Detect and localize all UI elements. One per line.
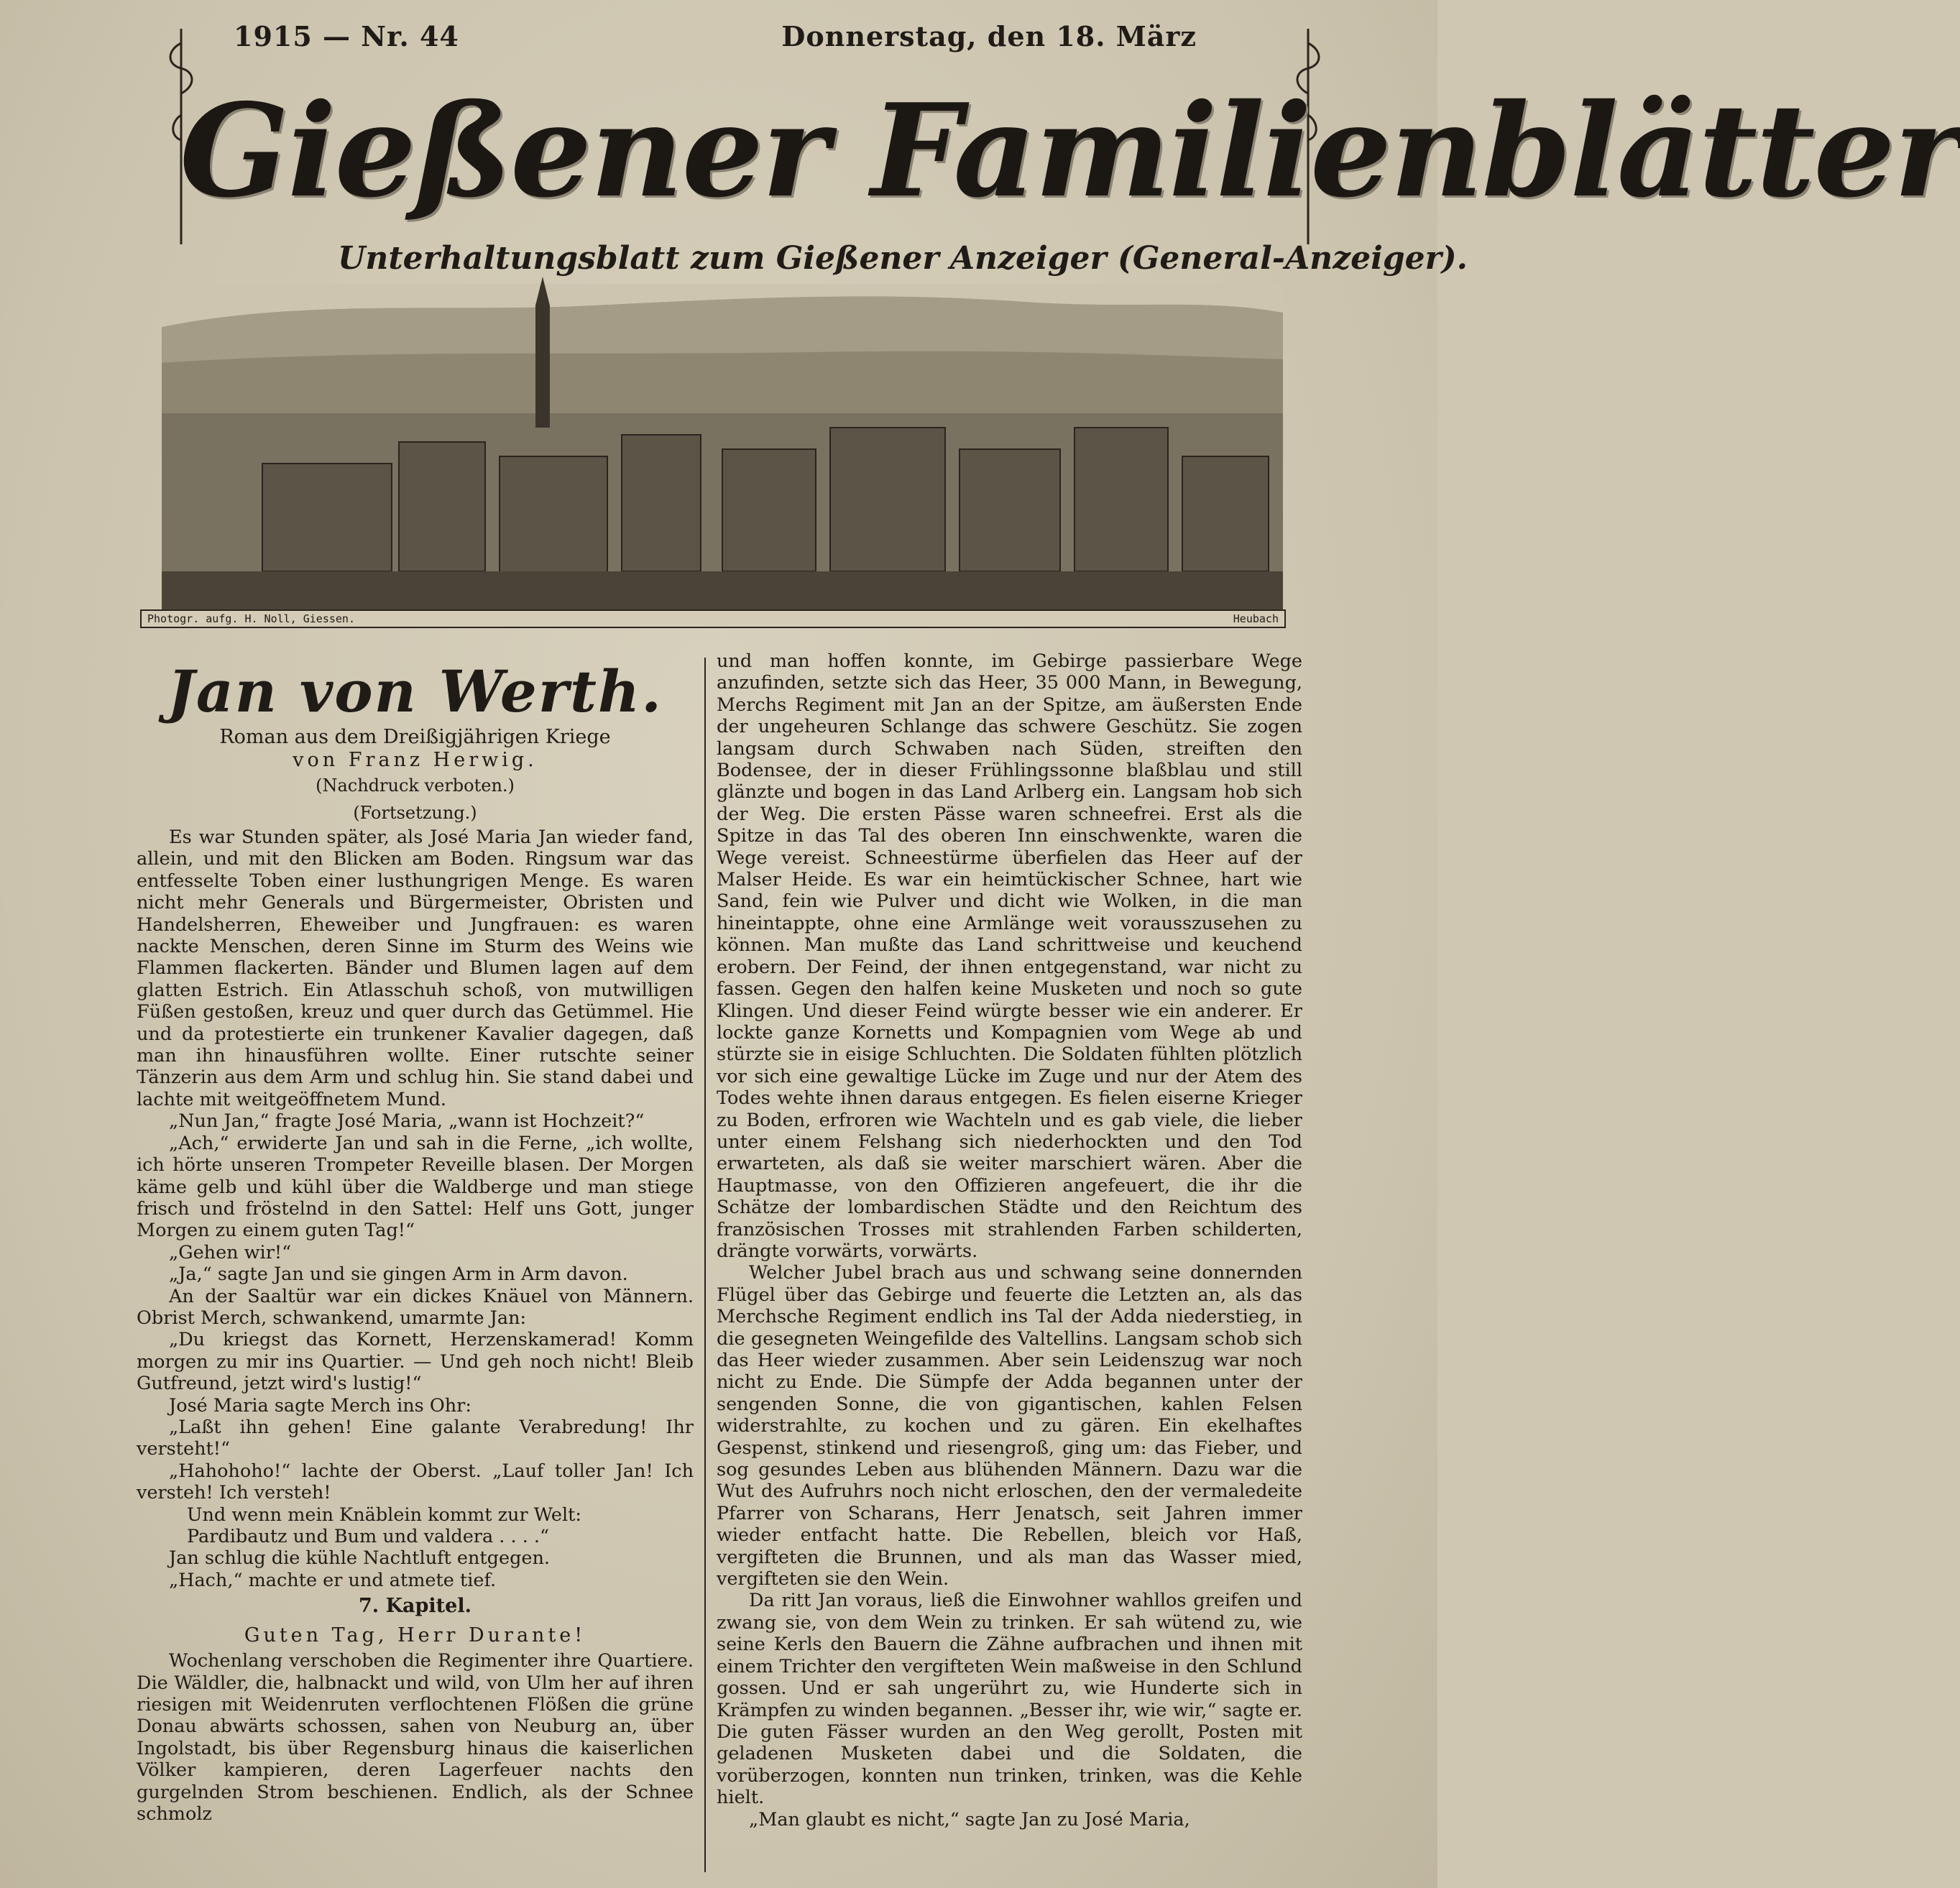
paragraph: Welcher Jubel brach aus und schwang seine donnernden Flügel über das Gebirge und feuerte die Letzten an, als das Merchsche Regiment endlich ins Tal der Adda niederstieg, in die gesegneten Weingefilde des Valtellins. Langsam schob sich das Heer wieder zusammen. Aber sein Leidenszug war noch nicht zu Ende. Die Sümpfe der Adda begannen unter der sengenden Sonne, die von gigantischen, kahlen Felsen widerstrahlte, zu kochen und zu gären. Ein ekelhaftes Gespenst, stinkend und riesengroß, ging um: das Fieber, und sog gesundes Leben aus blühenden Männern. Dazu war die Wut des Aufruhrs noch nicht erloschen, den der vermaledeite Pfarrer von Scharans, Herr Jenatsch, seit Jahren immer wieder entfacht hatte. Die Rebellen, bleich vor Haß, vergifteten die Brunnen, und als man das Wasser mied, vergifteten sie den Wein. — [717, 1262, 1302, 1590]
paragraph: An der Saaltür war ein dickes Knäuel von Männern. Obrist Merch, schwankend, umarmte Jan: — [137, 1285, 694, 1329]
paragraph: José Maria sagte Merch ins Ohr: — [169, 1394, 471, 1417]
paragraph: „Du kriegst das Kornett, Herzenskamerad! Komm morgen zu mir ins Quartier. — Und geh noch nicht! Bleib Gutfreund, jetzt wird's lustig!“ — [137, 1329, 694, 1395]
paragraph: „Ja,“ sagte Jan und sie gingen Arm in Arm davon. — [169, 1263, 628, 1286]
photo-credit: Photogr. aufg. H. Noll, Giessen. — [147, 612, 355, 625]
paragraph: „Hach,“ machte er und atmete tief. — [169, 1569, 497, 1591]
paragraph: „Man glaubt es nicht,“ sagte Jan zu José Maria, — [749, 1808, 1190, 1831]
photo-credit-bar — [140, 609, 1286, 628]
issue-date: Donnerstag, den 18. März — [781, 20, 1197, 52]
issue-line — [234, 20, 1197, 56]
article-column-right — [717, 650, 1302, 1872]
paragraph: „Ach,“ erwiderte Jan und sah in die Ferne, „ich wollte, ich hörte unseren Trompeter Reveille blasen. Der Morgen käme gelb und kühl über die Waldberge und man stiege frisch und fröstelnd in den Sattel: Helf uns Gott, junger Morgen zu einem guten Tag!“ — [137, 1132, 694, 1242]
paragraph: „Hahohoho!“ lachte der Oberst. „Lauf toller Jan! Ich versteh! Ich versteh! — [137, 1460, 694, 1504]
verse-line: Und wenn mein Knäblein kommt zur Welt: — [187, 1504, 581, 1526]
article-author: von Franz Herwig. — [293, 749, 538, 771]
engraver-credit: Heubach — [1233, 612, 1279, 625]
continuation-notice: (Fortsetzung.) — [353, 803, 477, 823]
paragraph: Wochenlang verschoben die Regimenter ihre Quartiere. Die Wäldler, die, halbnackt und wild, von Ulm her auf ihren riesigen mit Weidenruten verflochtenen Flößen die grüne Donau abwärts schossen, sahen von Neuburg an, über Ingolstadt, bis über Regensburg hinaus die kaiserlichen Völker kampieren, deren Lagerfeuer nachts den gurgelnden Strom beschienen. Endlich, als der Schnee schmolz — [137, 1650, 694, 1825]
paragraph: Es war Stunden später, als José Maria Jan wieder fand, allein, und mit den Blicken am Boden. Ringsum war das entfesselte Toben einer lusthungrigen Menge. Es waren nicht mehr Generals und Bürgermeister, Obristen und Handelsherren, Eheweiber und Jungfrauen: es waren nackte Menschen, deren Sinne im Sturm des Weins wie Flammen flackerten. Bänder und Blumen lagen auf dem glatten Estrich. Ein Atlasschuh schoß, von mutwilligen Füßen gestoßen, kreuz und quer durch das Getümmel. Hie und da protestierte ein trunkener Kavalier dagegen, daß man ihn hinausführen wollte. Einer rutschte seiner Tänzerin aus dem Arm und schlug hin. Sie stand dabei und lachte mit weitgeöffnetem Mund. — [137, 826, 694, 1110]
paragraph: Da ritt Jan voraus, ließ die Einwohner wahllos greifen und zwang sie, von dem Wein zu trinken. Er sah wütend zu, wie seine Kerls den Bauern die Zähne aufbrachen und ihnen mit einem Trichter den vergifteten Wein maßweise in den Schlund gossen. Und er sah ungerührt zu, wie Hunderte sich in Krämpfen zu winden begannen. „Besser ihr, wie wir,“ sagte er. Die guten Fässer wurden an den Weg gerollt, Posten mit geladenen Musketen dabei und die Soldaten, die vorüberzogen, konnten nun trinken, trinken, was die Kehle hielt. — [717, 1590, 1302, 1809]
verse-line: Pardibautz und Bum und valdera . . . .“ — [187, 1526, 550, 1547]
issue-number: 1915 — Nr. 44 — [234, 20, 459, 52]
city-panorama-illustration — [162, 284, 1283, 614]
paragraph: „Gehen wir!“ — [169, 1241, 292, 1263]
chapter-title: Guten Tag, Herr Durante! — [244, 1624, 586, 1647]
paragraph: und man hoffen konnte, im Gebirge passierbare Wege anzufinden, setzte sich das Heer, 35 000 Mann, in Bewegung, Merchs Regiment mit Jan an der Spitze, am äußersten Ende der ungeheuren Schlange das schwere Geschütz. Sie zogen langsam durch Schwaben nach Süden, streiften den Bodensee, der in dieser Frühlingssonne blaßblau und still glänzte und bogen in das Land Arlberg ein. Langsam hob sich der Weg. Die ersten Pässe waren schneefrei. Erst als die Spitze in das Tal des oberen Inn einschwenkte, waren die Wege vereist. Schneestürme überfielen das Heer auf der Malser Heide. Es war ein heimtückischer Schnee, hart wie Sand, fein wie Pulver und dicht wie Wolken, in die man hineintappte, ohne eine Armlänge weit vorausszusehen zu können. Man mußte das Land schrittweise und keuchend erobern. Der Feind, der ihnen entgegenstand, war nicht zu fassen. Gegen den halfen keine Musketen und noch so gute Klingen. Und dieser Feind würgte besser wie ein anderer. Er lockte ganze Kornetts und Kompagnien vom Wege ab und stürzte sie in eisige Schluchten. Die Soldaten fühlten plötzlich vor sich eine gewaltige Lücke im Zuge und nur der Atem des Todes wehte ihnen daraus entgegen. Es fielen eiserne Krieger zu Boden, erfroren wie Wachteln und es gab viele, die lieber unter einem Felshang sich niederhockten und den Tod erwarteten, als daß sie weiter marschiert wären. Aber die Hauptmasse, von den Offizieren angefeuert, die ihr die Schätze der lombardischen Städte und den Reichtum des französischen Trosses mit strahlenden Farben schilderten, drängte vorwärts, vorwärts. — [717, 650, 1302, 1262]
article-column-left — [137, 650, 694, 1872]
article-subtitle: Roman aus dem Dreißigjährigen Kriege — [219, 726, 611, 748]
chapter-heading: 7. Kapitel. — [359, 1595, 471, 1618]
paragraph: Jan schlug die kühle Nachtluft entgegen. — [169, 1547, 551, 1570]
masthead-subtitle: Unterhaltungsblatt zum Gießener Anzeiger (General-Anzeiger). — [338, 240, 1468, 277]
reprint-notice: (Nachdruck verboten.) — [316, 775, 515, 796]
masthead-title: Gießener Familienblätter — [180, 75, 1960, 226]
column-divider — [704, 658, 706, 1872]
paragraph: „Nun Jan,“ fragte José Maria, „wann ist Hochzeit?“ — [169, 1110, 645, 1133]
article-title: Jan von Werth. — [167, 658, 663, 725]
paragraph: „Laßt ihn gehen! Eine galante Verabredung! Ihr versteht!“ — [137, 1416, 694, 1460]
